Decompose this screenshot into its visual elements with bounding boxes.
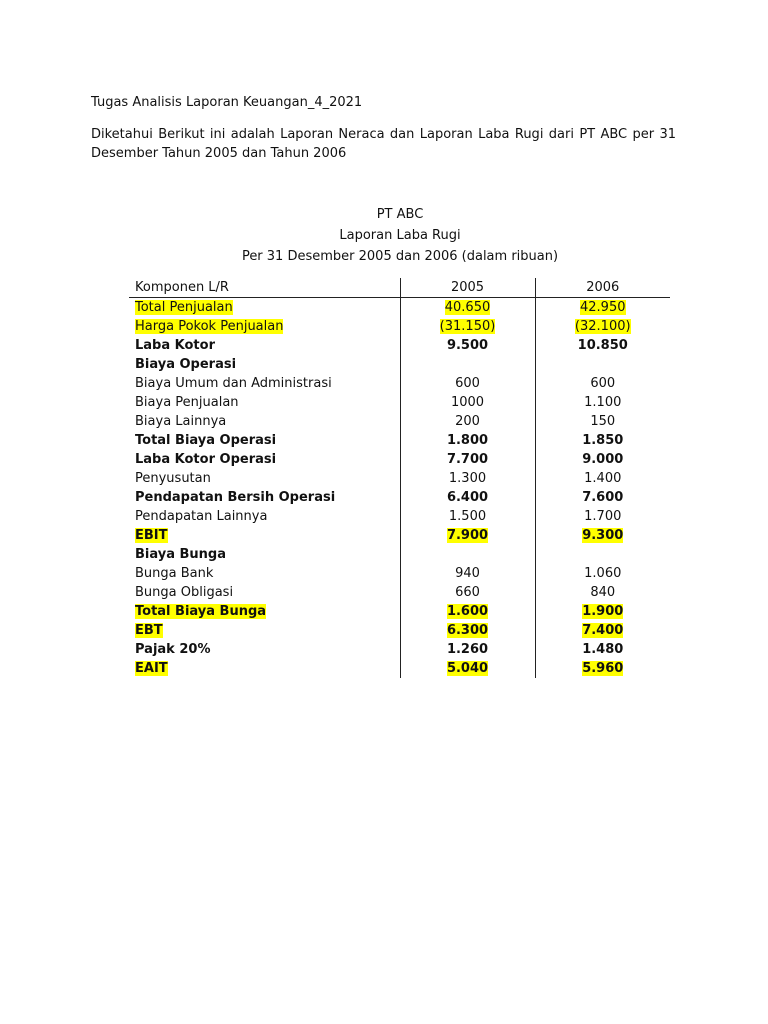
row-label-cell <box>129 412 400 431</box>
row-value-2005-cell <box>400 640 535 659</box>
row-value-2005-cell <box>400 526 535 545</box>
row-label: Bunga Obligasi <box>135 585 234 600</box>
row-value-2006: 10.850 <box>577 338 628 353</box>
row-value-2006-cell <box>535 621 670 640</box>
row-value-2005: 1.500 <box>448 509 487 524</box>
row-value-2005-cell <box>400 469 535 488</box>
header-2006: 2006 <box>535 278 670 298</box>
row-value-2006: 1.480 <box>582 642 624 657</box>
row-label: Penyusutan <box>135 471 211 486</box>
income-statement-table <box>129 278 670 678</box>
row-label: Laba Kotor <box>135 338 215 353</box>
row-label-cell <box>129 488 400 507</box>
row-value-2005-cell <box>400 298 535 318</box>
row-value-2005-cell <box>400 336 535 355</box>
row-value-2005: 6.300 <box>446 623 489 638</box>
row-value-2006: 1.060 <box>584 566 622 581</box>
row-label-cell <box>129 298 400 318</box>
row-value-2005: (31.150) <box>439 319 496 334</box>
row-value-2006-cell <box>535 507 670 526</box>
row-value-2006-cell <box>535 393 670 412</box>
row-value-2006: 840 <box>590 585 616 600</box>
row-value-2005-cell <box>400 374 535 393</box>
table-row <box>129 336 670 355</box>
table-row <box>129 412 670 431</box>
row-label-cell <box>129 526 400 545</box>
row-label: Pendapatan Lainnya <box>135 509 268 524</box>
row-value-2006-cell <box>535 640 670 659</box>
row-label-cell <box>129 336 400 355</box>
row-value-2005: 1.800 <box>446 433 489 448</box>
table-row <box>129 640 670 659</box>
row-value-2005: 7.700 <box>446 452 489 467</box>
table-row <box>129 507 670 526</box>
row-label-cell <box>129 602 400 621</box>
row-label-cell <box>129 507 400 526</box>
row-value-2006: 1.850 <box>582 433 624 448</box>
row-value-2006-cell <box>535 659 670 678</box>
row-value-2005-cell <box>400 602 535 621</box>
row-value-2005-cell <box>400 431 535 450</box>
row-label-cell <box>129 621 400 640</box>
row-value-2006-cell <box>535 298 670 318</box>
table-row <box>129 450 670 469</box>
row-label: Total Biaya Operasi <box>135 433 277 448</box>
row-value-2006-cell <box>535 526 670 545</box>
row-value-2005-cell <box>400 317 535 336</box>
row-label: Harga Pokok Penjualan <box>135 319 284 334</box>
row-label-cell <box>129 374 400 393</box>
row-value-2006: 1.900 <box>582 604 624 619</box>
row-value-2006-cell <box>535 317 670 336</box>
row-value-2006-cell <box>535 450 670 469</box>
row-label: Laba Kotor Operasi <box>135 452 277 467</box>
table-row <box>129 374 670 393</box>
document-title: Tugas Analisis Laporan Keuangan_4_2021 <box>91 95 363 110</box>
row-label: Biaya Operasi <box>135 357 237 372</box>
row-value-2005: 600 <box>455 376 480 391</box>
row-value-2006: 1.100 <box>584 395 622 410</box>
table-row <box>129 545 670 564</box>
row-value-2005: 200 <box>455 414 480 429</box>
row-label: Bunga Bank <box>135 566 214 581</box>
row-value-2006-cell <box>535 545 670 564</box>
row-value-2006-cell <box>535 469 670 488</box>
row-value-2006: 9.000 <box>582 452 624 467</box>
row-value-2006-cell <box>535 412 670 431</box>
row-label: EAIT <box>135 661 168 676</box>
row-label-cell <box>129 450 400 469</box>
statement-period: Per 31 Desember 2005 dan 2006 (dalam ribuan) <box>241 249 559 264</box>
row-label-cell <box>129 564 400 583</box>
table-row <box>129 526 670 545</box>
row-value-2005: 1000 <box>450 395 485 410</box>
row-value-2005: 1.600 <box>446 604 489 619</box>
row-value-2005: 9.500 <box>446 338 489 353</box>
table-row <box>129 621 670 640</box>
row-label: Pajak 20% <box>135 642 211 657</box>
row-label-cell <box>129 545 400 564</box>
row-value-2005-cell <box>400 393 535 412</box>
row-value-2005-cell <box>400 659 535 678</box>
row-value-2006: 42.950 <box>580 300 626 315</box>
row-value-2006: (32.100) <box>574 319 631 334</box>
row-label: Total Penjualan <box>135 300 233 315</box>
company-name: PT ABC <box>376 207 424 222</box>
row-value-2005: 660 <box>455 585 480 600</box>
row-value-2006-cell <box>535 602 670 621</box>
table-row <box>129 659 670 678</box>
row-label-cell <box>129 317 400 336</box>
row-value-2005-cell <box>400 412 535 431</box>
row-value-2005-cell <box>400 507 535 526</box>
row-value-2005-cell <box>400 583 535 602</box>
row-label: EBIT <box>135 528 168 543</box>
income-statement-body <box>129 278 670 678</box>
table-row <box>129 431 670 450</box>
row-label-cell <box>129 355 400 374</box>
row-value-2005: 40.650 <box>444 300 491 315</box>
table-row <box>129 602 670 621</box>
row-value-2006-cell <box>535 583 670 602</box>
intro-paragraph: Diketahui Berikut ini adalah Laporan Neraca dan Laporan Laba Rugi dari PT ABC per 31 Desember Tahun 2005 dan Tahun 2006 <box>91 127 676 161</box>
header-2005: 2005 <box>400 278 535 298</box>
table-row <box>129 488 670 507</box>
table-row <box>129 298 670 318</box>
row-value-2005: 940 <box>455 566 480 581</box>
row-value-2006: 9.300 <box>582 528 624 543</box>
table-row <box>129 583 670 602</box>
row-label-cell <box>129 640 400 659</box>
table-header-row <box>129 278 670 298</box>
row-label: Biaya Umum dan Administrasi <box>135 376 332 391</box>
table-row <box>129 355 670 374</box>
row-label: Biaya Bunga <box>135 547 227 562</box>
row-label-cell <box>129 431 400 450</box>
table-row <box>129 317 670 336</box>
table-row <box>129 393 670 412</box>
row-label-cell <box>129 393 400 412</box>
row-value-2005-cell <box>400 355 535 374</box>
row-value-2006-cell <box>535 431 670 450</box>
row-value-2006: 150 <box>590 414 616 429</box>
row-value-2006-cell <box>535 564 670 583</box>
row-value-2005-cell <box>400 450 535 469</box>
row-label: Pendapatan Bersih Operasi <box>135 490 336 505</box>
row-value-2005: 5.040 <box>446 661 489 676</box>
row-value-2005: 7.900 <box>446 528 489 543</box>
statement-title: Laporan Laba Rugi <box>339 228 461 243</box>
row-value-2006: 1.700 <box>584 509 622 524</box>
row-value-2005-cell <box>400 488 535 507</box>
row-value-2005: 1.260 <box>446 642 489 657</box>
row-value-2005: 6.400 <box>446 490 489 505</box>
row-value-2005-cell <box>400 621 535 640</box>
row-label: Biaya Penjualan <box>135 395 239 410</box>
row-value-2006: 1.400 <box>584 471 622 486</box>
row-label-cell <box>129 659 400 678</box>
row-label: Biaya Lainnya <box>135 414 227 429</box>
row-value-2006: 5.960 <box>582 661 624 676</box>
row-value-2005: 1.300 <box>448 471 487 486</box>
table-row <box>129 469 670 488</box>
row-value-2006: 600 <box>590 376 616 391</box>
row-label-cell <box>129 469 400 488</box>
row-value-2006: 7.400 <box>582 623 624 638</box>
row-value-2006-cell <box>535 488 670 507</box>
row-label: Total Biaya Bunga <box>135 604 267 619</box>
row-label: EBT <box>135 623 163 638</box>
row-value-2006-cell <box>535 336 670 355</box>
row-value-2006: 7.600 <box>582 490 624 505</box>
row-value-2006-cell <box>535 374 670 393</box>
row-label-cell <box>129 583 400 602</box>
header-component: Komponen L/R <box>129 278 400 298</box>
row-value-2006-cell <box>535 355 670 374</box>
table-row <box>129 564 670 583</box>
row-value-2005-cell <box>400 564 535 583</box>
row-value-2005-cell <box>400 545 535 564</box>
